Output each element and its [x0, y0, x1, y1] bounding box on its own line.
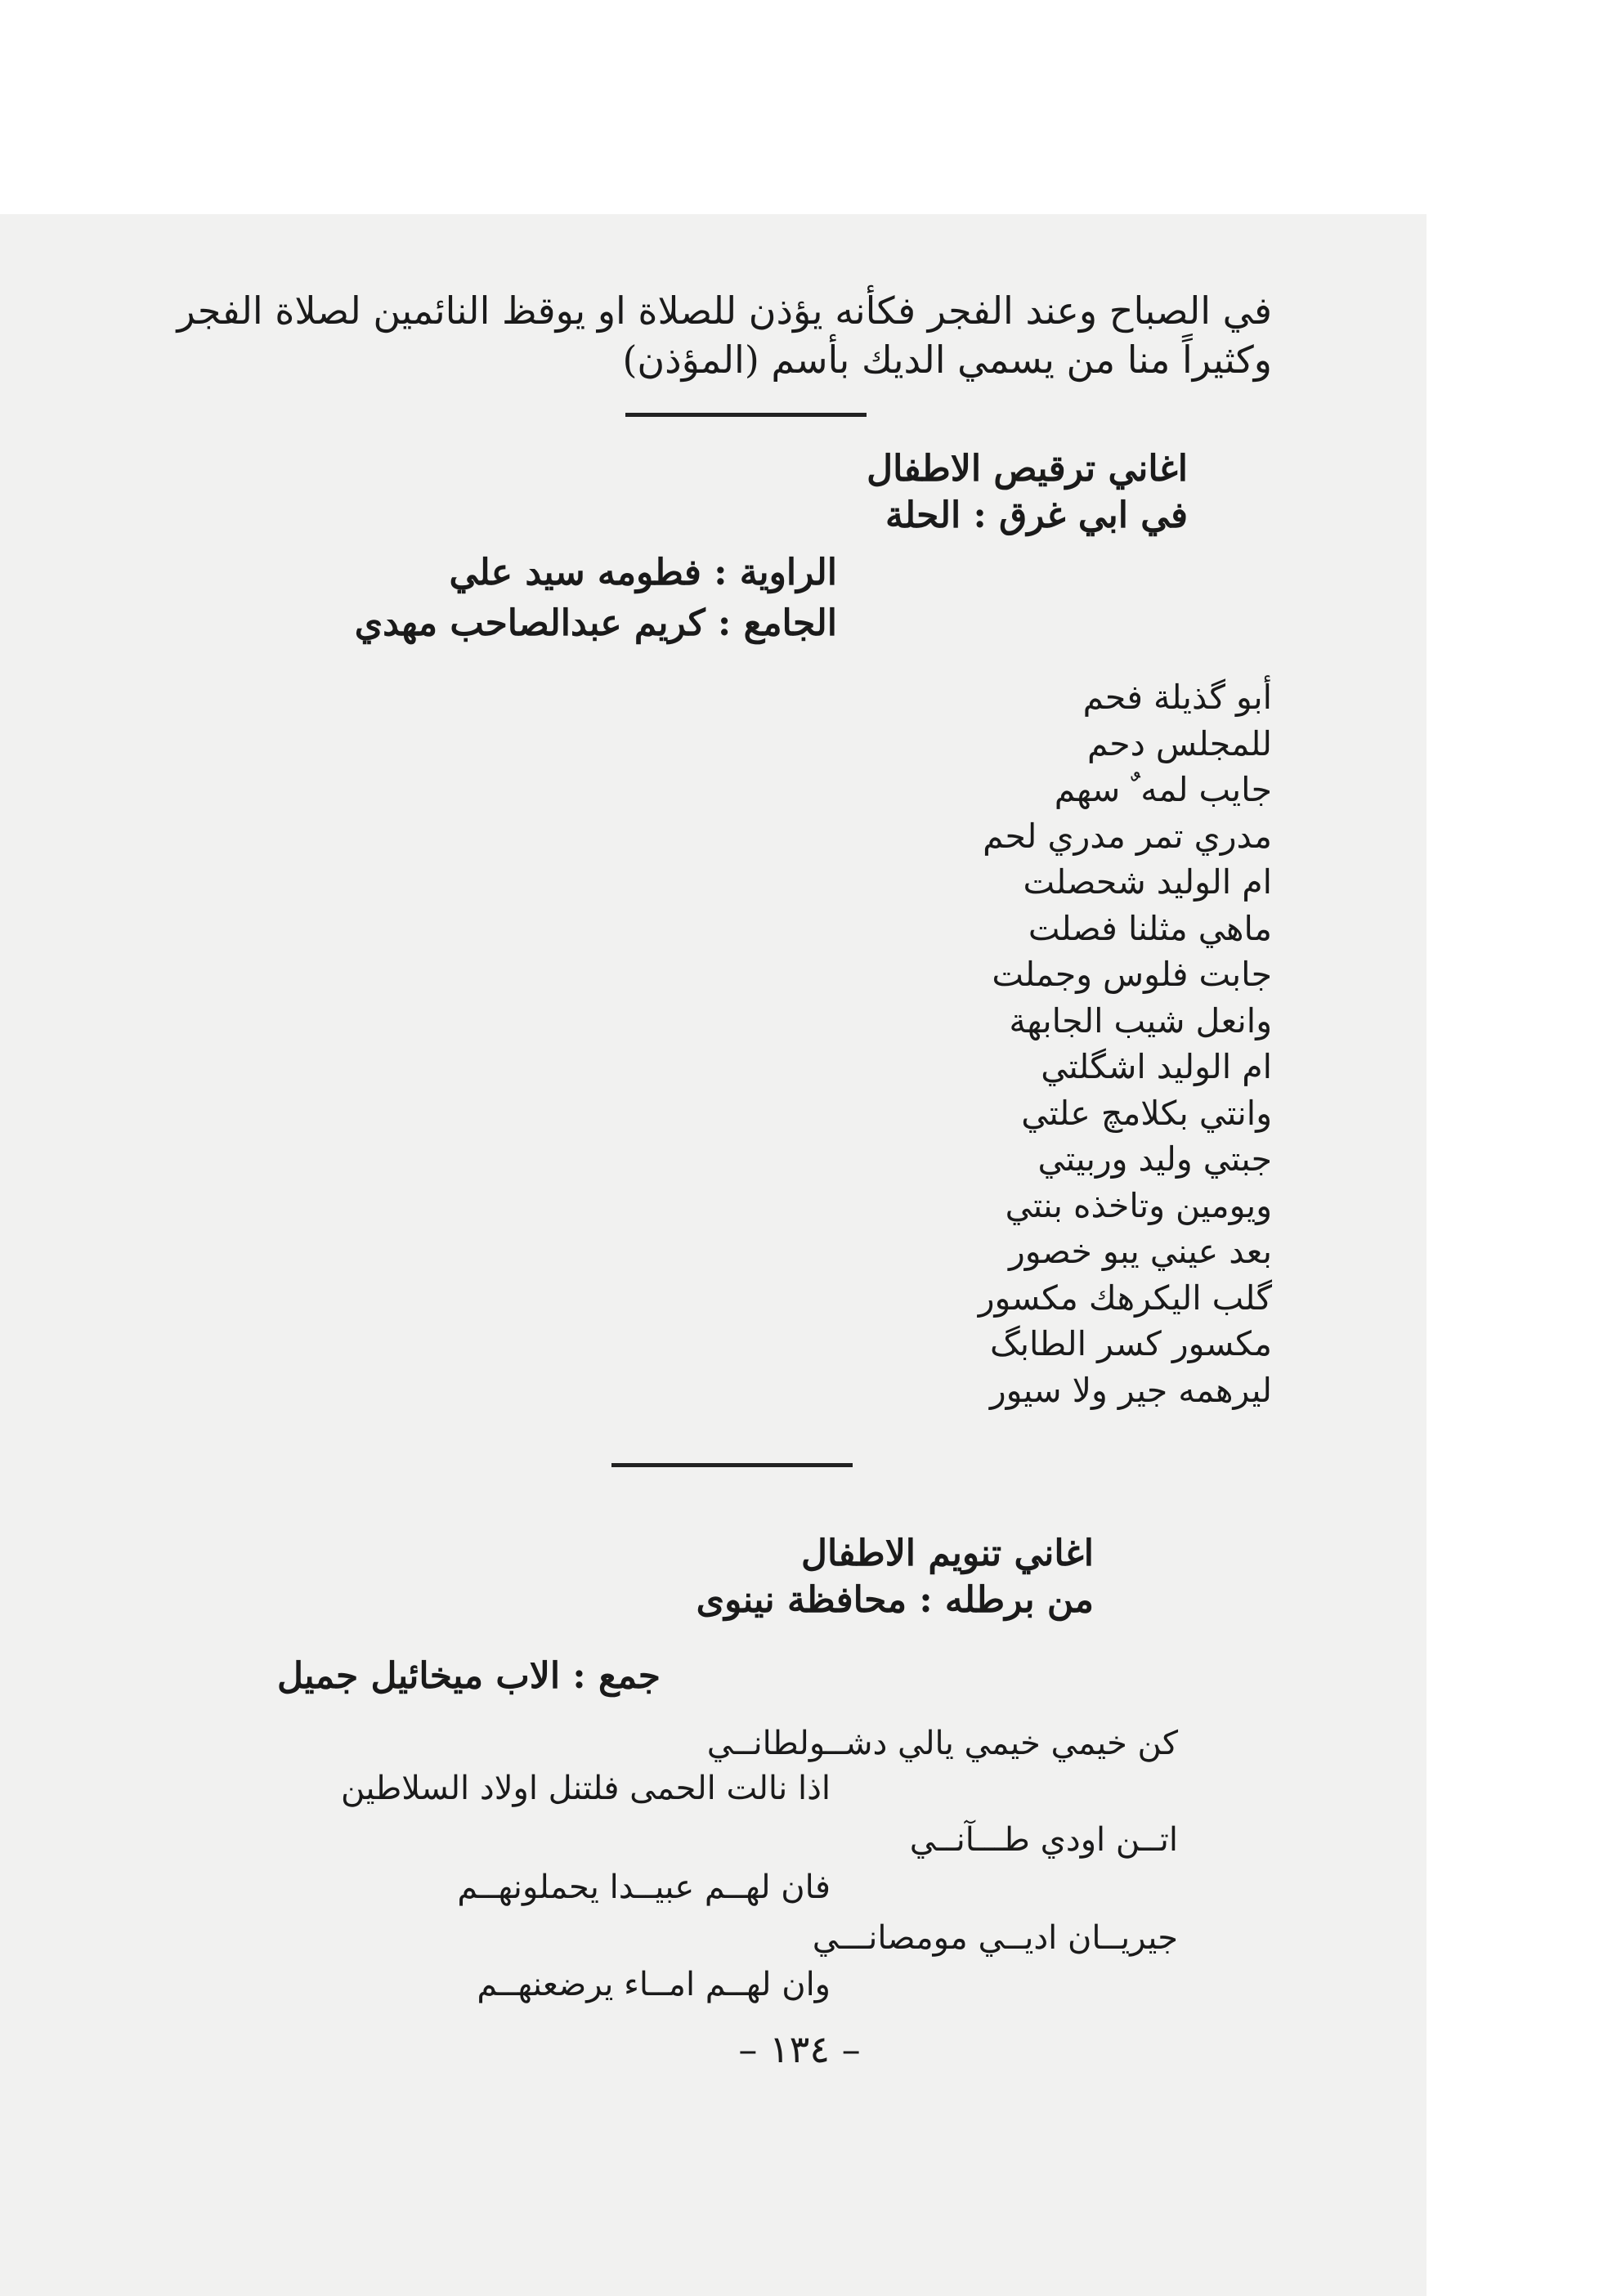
- section-place: من برطله : محافظة نينوى: [696, 1579, 1094, 1621]
- poem-line: للمجلس دحم: [1086, 723, 1272, 763]
- intro-line-2: وكثيراً منا من يسمي الديك بأسم (المؤذن): [622, 338, 1272, 382]
- lullaby-translation: فان لهــم عبيــدا يحملونهــم: [457, 1869, 831, 1906]
- section-place: في ابي غرق : الحلة: [885, 495, 1188, 536]
- poem-line: أبو گذيلة فحم: [1082, 678, 1272, 717]
- poem-line: جايب لمه ٌ سهم: [1054, 770, 1272, 809]
- poem-line: ويومين وتاخذه بنتي: [1005, 1185, 1272, 1225]
- lullaby-line: اتــن اودي طـــآنــي: [909, 1821, 1178, 1859]
- lullaby-translation: اذا نالت الحمى فلتنل اولاد السلاطين: [340, 1770, 831, 1807]
- lullaby-line: جيريــان اديــي مومصانـــي: [812, 1919, 1178, 1957]
- poem-line: بعد عيني يبو خصور: [1008, 1232, 1272, 1271]
- intro-line-1: في الصباح وعند الفجر فكأنه يؤذن للصلاة او يوقظ النائمين لصلاة الفجر: [177, 289, 1272, 333]
- poem-line: گلب اليكرهك مكسور: [978, 1278, 1272, 1318]
- poem-line: جابت فلوس وجملت: [992, 955, 1272, 994]
- poem-line: مكسور كسر الطابگ: [989, 1324, 1272, 1363]
- section-divider: [611, 1463, 853, 1467]
- narrator-line: الراوية : فطومه سيد علي: [449, 552, 837, 593]
- page-number: – ١٣٤ –: [738, 2027, 861, 2071]
- poem-line: وانتي بكلامچ علتي: [1021, 1093, 1272, 1133]
- section-divider: [625, 413, 867, 417]
- poem: [979, 674, 1272, 1413]
- poem-line: مدري تمر مدري لحم: [983, 816, 1272, 856]
- poem-line: جبتي وليد وربيتي: [1037, 1139, 1272, 1179]
- poem-line: ليرهمه جير ولا سيور: [989, 1370, 1272, 1410]
- section-title: اغاني ترقيص الاطفال: [867, 448, 1188, 490]
- poem-line: ماهي مثلنا فصلت: [1028, 908, 1272, 948]
- lullaby-line: كن خيمي خيمي يالي دشــولطانــي: [706, 1725, 1178, 1762]
- collector-line: جمع : الاب ميخائيل جميل: [276, 1655, 661, 1697]
- lullaby-translation: وان لهــم امــاء يرضعنهــم: [477, 1966, 831, 2003]
- collector-line: الجامع : كريم عبدالصاحب مهدي: [354, 602, 837, 644]
- poem-line: وانعل شيب الجابهة: [1009, 1000, 1272, 1041]
- poem-line: ام الوليد اشگلتي: [1041, 1047, 1272, 1086]
- poem-line: ام الوليد شحصلت: [1023, 862, 1272, 902]
- section-title: اغاني تنويم الاطفال: [801, 1533, 1094, 1574]
